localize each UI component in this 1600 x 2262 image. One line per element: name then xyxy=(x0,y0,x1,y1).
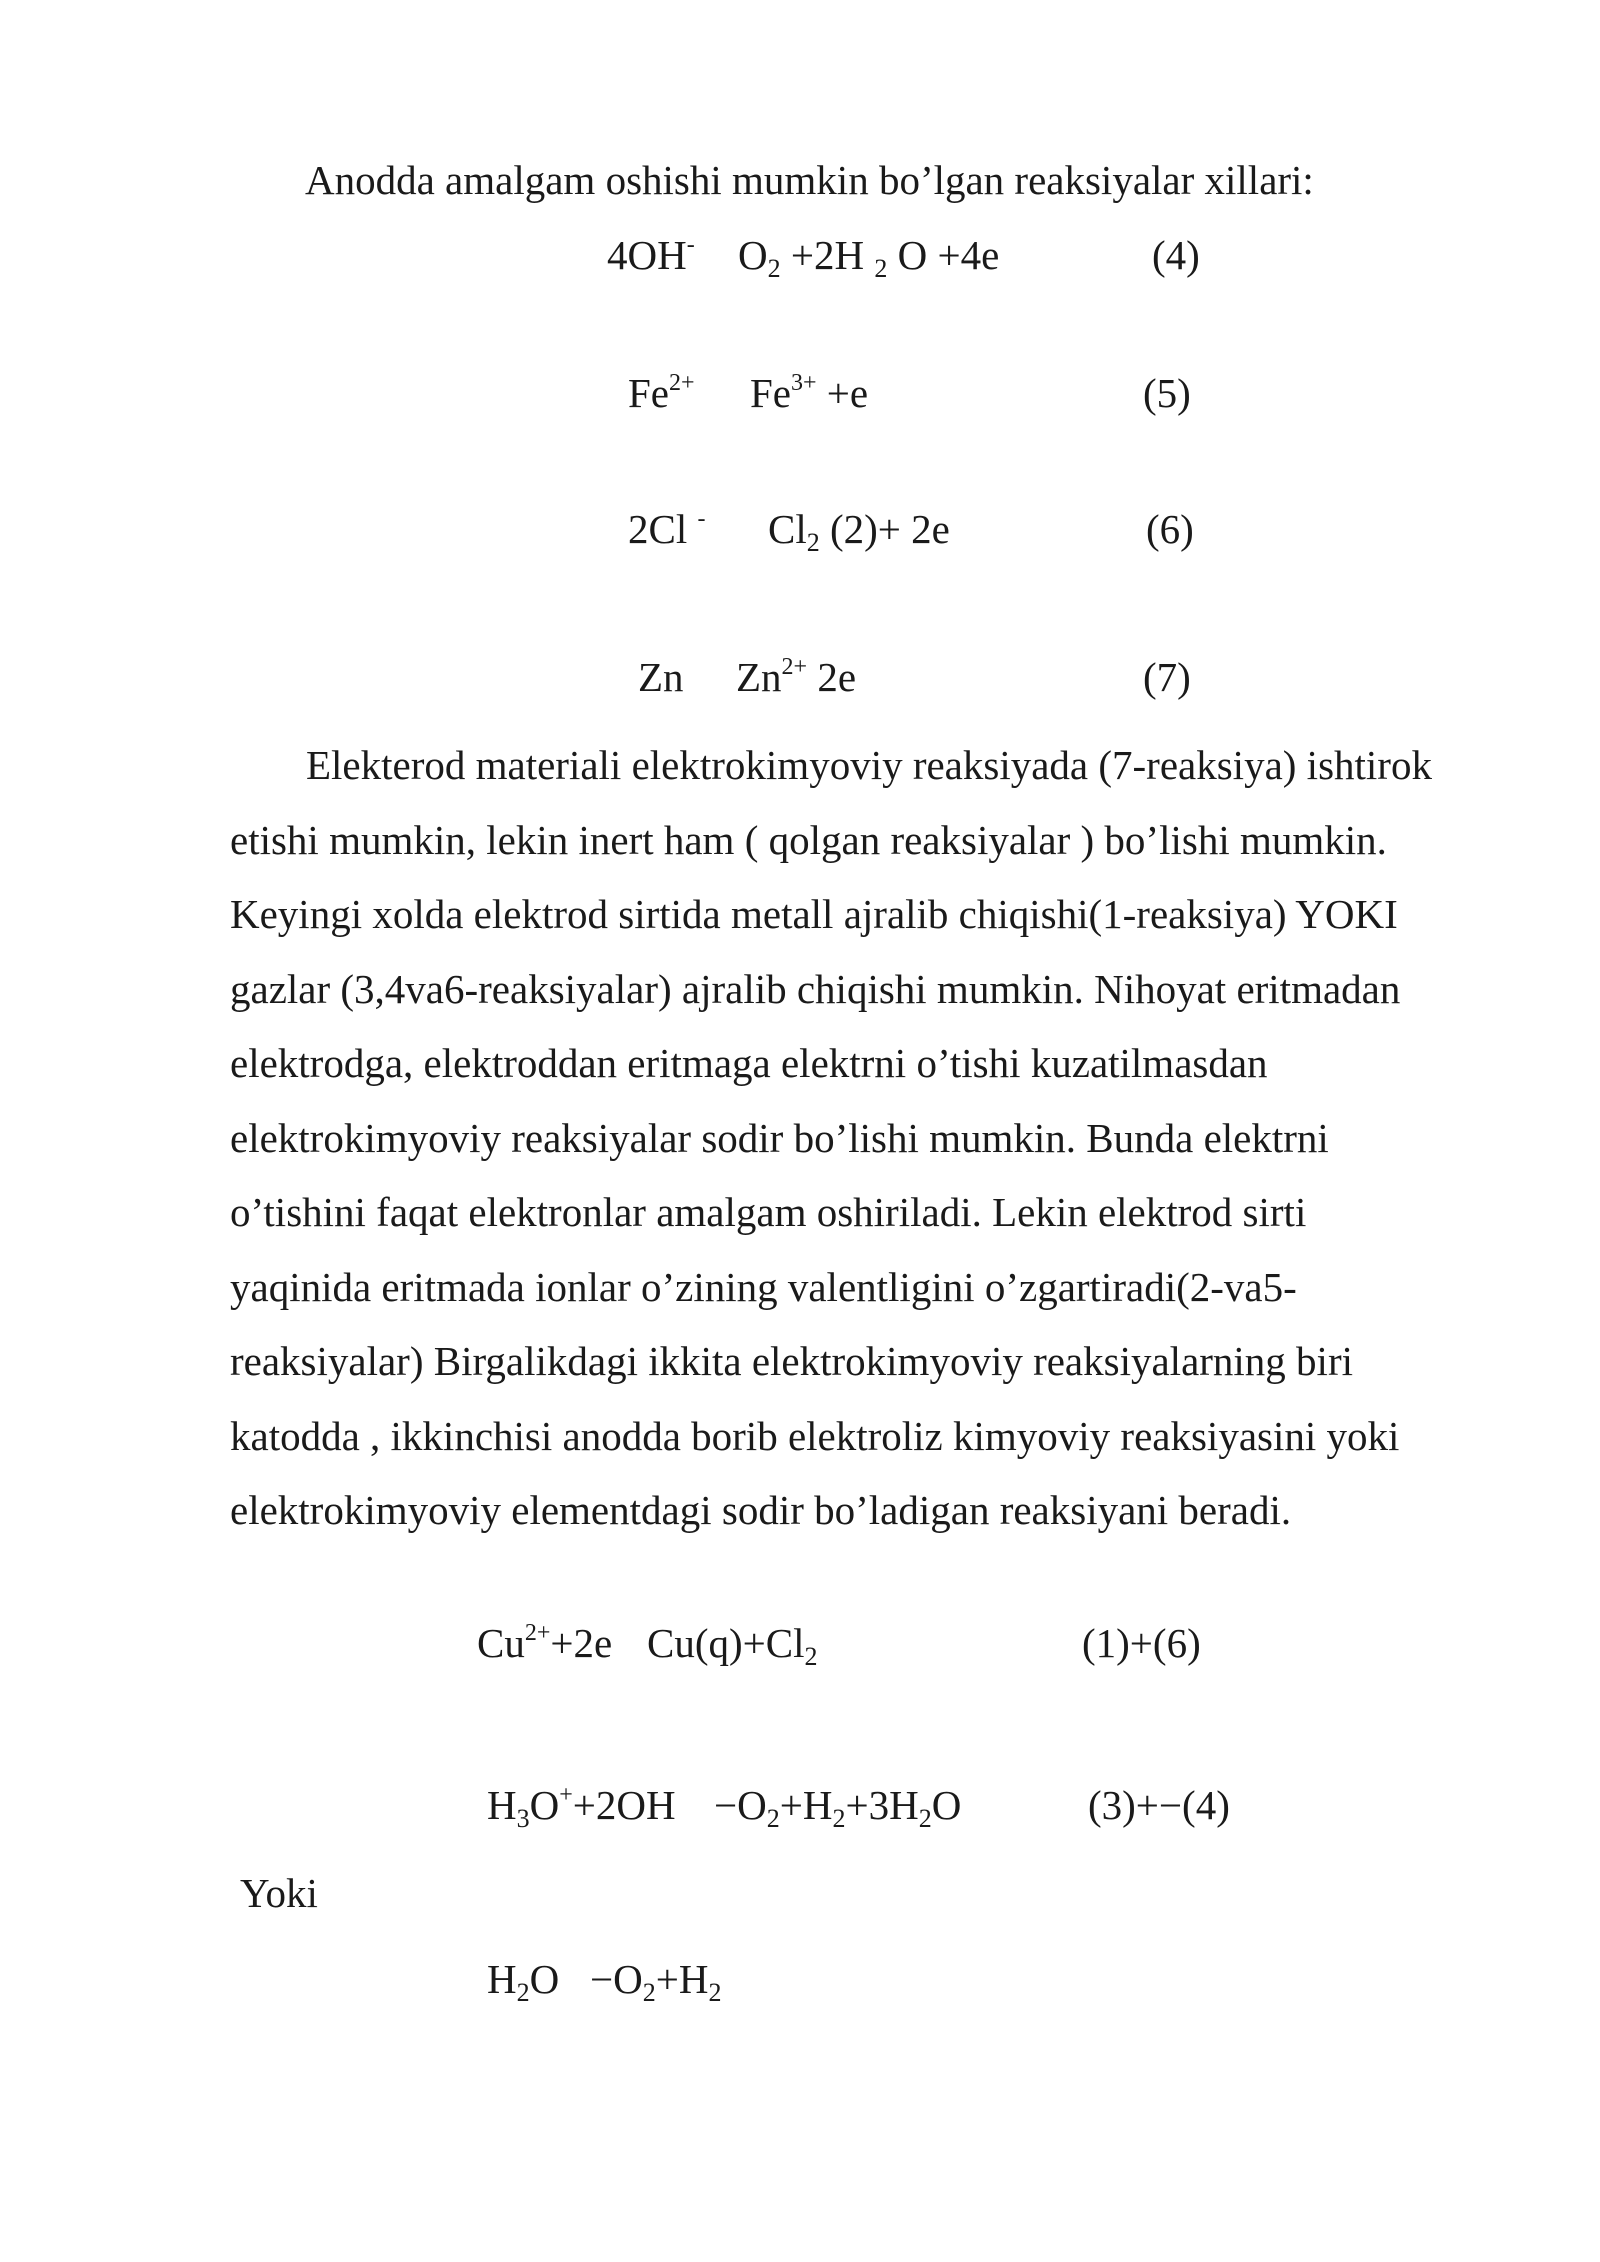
equation-4-number: (4) xyxy=(1152,232,1200,278)
equation-4 xyxy=(607,232,695,278)
equation-5-number: (5) xyxy=(1143,370,1191,416)
overall-reaction-2-number: (3)+−(4) xyxy=(1088,1782,1230,1828)
paragraph-line: yaqinida eritmada ionlar o’zining valentligini o’zgartiradi(2-va5- xyxy=(230,1263,1297,1310)
paragraph-line: elektrokimyoviy elementdagi sodir bo’ladigan reaksiyani beradi. xyxy=(230,1487,1292,1533)
paragraph-line: Keyingi xolda elektrod sirtida metall ajralib chiqishi(1-reaksiya) YOKI xyxy=(230,891,1398,937)
equation-6-number: (6) xyxy=(1146,506,1194,552)
paragraph-line: elektrodga, elektroddan eritmaga elektrni o’tishi kuzatilmasdan xyxy=(230,1040,1268,1086)
equation-5: $Fe^{2+}$ xyxy=(628,370,695,416)
overall-reaction-2: $H_3O^++2OH$ xyxy=(487,1782,676,1833)
body-paragraph xyxy=(230,728,1510,1548)
equation-7-products: $Zn^{2+}$ 2e xyxy=(736,654,857,700)
eq4-charge: - xyxy=(686,232,695,258)
paragraph-line: gazlar (3,4va6-reaksiyalar) ajralib chiqishi mumkin. Nihoyat eritmadan xyxy=(230,965,1401,1012)
overall-reaction-1-number: (1)+(6) xyxy=(1082,1620,1201,1666)
equation-6: 2Cl - xyxy=(628,506,706,552)
intro-text: Anodda amalgam oshishi mumkin bo’lgan reaksiyalar xillari: xyxy=(305,157,1314,203)
paragraph-line: etishi mumkin, lekin inert ham ( qolgan reaksiyalar ) bo’lishi mumkin. xyxy=(230,816,1387,863)
equation-7-number: (7) xyxy=(1143,654,1191,700)
equation-6-products: $Cl_2$ (2)+ 2e xyxy=(768,506,950,557)
paragraph-line: katodda , ikkinchisi anodda borib elektroliz kimyoviy reaksiyasini yoki xyxy=(230,1412,1400,1459)
final-reaction-products: $-O_2+H_2$ xyxy=(590,1956,722,2007)
paragraph-line: elektrokimyoviy reaksiyalar sodir bo’lishi mumkin. Bunda elektrni xyxy=(230,1114,1329,1161)
paragraph-line: o’tishini faqat elektronlar amalgam oshiriladi. Lekin elektrod sirti xyxy=(230,1189,1307,1235)
overall-reaction-1: $Cu^{2+}+2e$ xyxy=(477,1620,613,1666)
equation-5-products: $Fe^{3+} +e$ xyxy=(750,370,869,416)
paragraph-line: reaksiyalar) Birgalikdagi ikkita elektrokimyoviy reaksiyalarning biri xyxy=(230,1338,1353,1384)
equation-4-products: $O_2 +2H$ $_2$ O +4e xyxy=(738,232,1000,283)
final-reaction: $H_2O$ xyxy=(487,1956,560,2007)
overall-reaction-2-products: $-O_2+H_2+3H_2O$ xyxy=(714,1782,962,1833)
paragraph-line: Elekterod materiali elektrokimyoviy reaksiyada (7-reaksiya) ishtirok xyxy=(306,742,1432,788)
yoki-label: Yoki xyxy=(240,1870,318,1916)
eq4-reactant: 4OH xyxy=(607,232,687,278)
overall-reaction-1-products: $Cu(q)+Cl_2$ xyxy=(647,1620,818,1671)
equation-7: Zn xyxy=(638,654,684,700)
